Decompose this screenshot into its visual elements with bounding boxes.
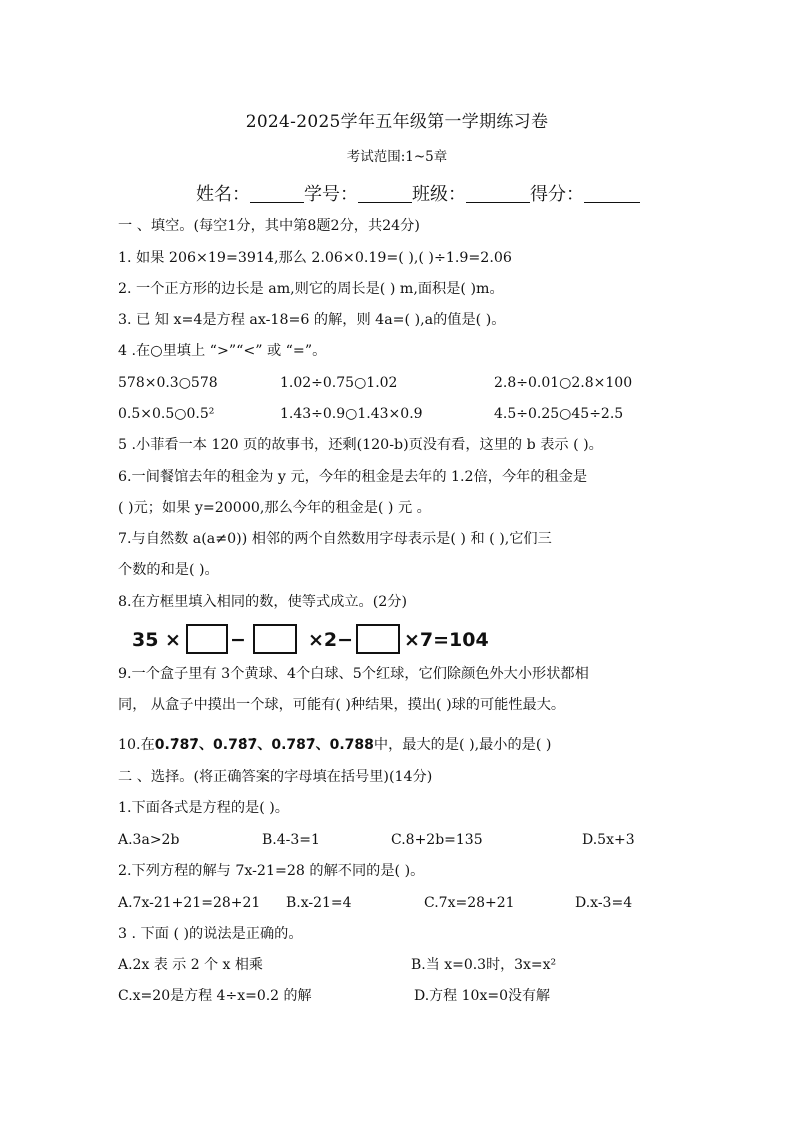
option-b: B.4-3=1 xyxy=(262,832,320,848)
option-a: A.3a>2b xyxy=(118,832,180,848)
option-b: B.当 x=0.3时，3x=x² xyxy=(411,957,557,973)
question-10 xyxy=(118,735,551,755)
exam-scope: 考试范围:1~5章 xyxy=(346,149,448,165)
compare-item: 578×0.3○578 xyxy=(118,375,218,391)
id-blank[interactable] xyxy=(358,184,412,203)
question-7-line2: 个数的和是( )。 xyxy=(118,562,219,578)
option-d: D.5x+3 xyxy=(582,832,635,848)
question-8: 8.在方框里填入相同的数，使等式成立。(2分) xyxy=(118,594,408,610)
section2-heading: 二 、选择。(将正确答案的字母填在括号里)(14分) xyxy=(118,769,433,785)
question-9-line1: 9.一个盒子里有 3个黄球、4个白球、5个红球，它们除颜色外大小形状都相 xyxy=(118,666,589,682)
class-label: 班级： xyxy=(412,184,466,205)
choice-question-3: 3 . 下面 ( )的说法是正确的。 xyxy=(118,926,303,942)
option-a: A.2x 表 示 2 个 x 相乘 xyxy=(118,957,263,973)
option-c: C.x=20是方程 4÷x=0.2 的解 xyxy=(118,988,312,1004)
question-5: 5 .小菲看一本 120 页的故事书，还剩(120-b)页没有看，这里的 b 表示 ( )。 xyxy=(118,437,603,453)
option-c: C.7x=28+21 xyxy=(424,895,515,911)
answer-box[interactable] xyxy=(253,624,297,654)
choice-question-1: 1.下面各式是方程的是( )。 xyxy=(118,800,289,816)
question-10-prefix: 10.在 xyxy=(118,737,155,753)
question-6-line2: ( )元；如果 y=20000,那么今年的租金是( ) 元 。 xyxy=(118,500,431,516)
name-label: 姓名： xyxy=(196,184,250,205)
compare-item: 2.8÷0.01○2.8×100 xyxy=(494,375,633,391)
answer-box[interactable] xyxy=(186,624,228,654)
option-d: D.x-3=4 xyxy=(575,895,633,911)
question-4: 4 .在○里填上 “>”“<” 或 “=”。 xyxy=(118,343,327,359)
equation-image xyxy=(130,621,510,659)
question-2: 2. 一个正方形的边长是 am,则它的周长是( ) m,面积是( )m。 xyxy=(118,281,504,297)
score-label: 得分： xyxy=(530,184,584,205)
id-label: 学号： xyxy=(304,184,358,205)
question-3: 3. 已 知 x=4是方程 ax-18=6 的解，则 4a=( ),a的值是( )。 xyxy=(118,312,506,328)
question-6-line1: 6.一间餐馆去年的租金为 y 元，今年的租金是去年的 1.2倍，今年的租金是 xyxy=(118,469,588,485)
name-blank[interactable] xyxy=(250,184,304,203)
option-d: D.方程 10x=0没有解 xyxy=(414,988,550,1004)
compare-item: 0.5×0.5○0.5² xyxy=(118,406,215,422)
equation-part-1: 35 × xyxy=(132,629,181,651)
choice-question-2: 2.下列方程的解与 7x-21=28 的解不同的是( )。 xyxy=(118,863,425,879)
answer-box[interactable] xyxy=(356,624,400,654)
question-10-numbers: 0.7̇87̇、0.78̇7̇、0.787̇、0.788 xyxy=(154,737,374,753)
question-7-line1: 7.与自然数 a(a≠0)) 相邻的两个自然数用字母表示是( ) 和 ( ),它们三 xyxy=(118,531,552,547)
equation-part-2: − xyxy=(230,629,246,651)
question-10-suffix: 中，最大的是( ),最小的是( ) xyxy=(373,737,552,753)
equation-part-3: ×2− xyxy=(308,629,354,651)
section1-heading: 一 、填空。(每空1分，其中第8题2分，共24分) xyxy=(118,218,420,234)
option-b: B.x-21=4 xyxy=(286,895,352,911)
option-c: C.8+2b=135 xyxy=(391,832,483,848)
compare-item: 1.02÷0.75○1.02 xyxy=(280,375,398,391)
compare-item: 1.43÷0.9○1.43×0.9 xyxy=(280,406,423,422)
equation-part-4: ×7=104 xyxy=(404,629,489,651)
question-9-line2: 同， 从盒子中摸出一个球，可能有( )种结果，摸出( )球的可能性最大。 xyxy=(118,697,566,713)
score-blank[interactable] xyxy=(584,184,640,203)
compare-item: 4.5÷0.25○45÷2.5 xyxy=(494,406,624,422)
question-1: 1. 如果 206×19=3914,那么 2.06×0.19=( ),( )÷1.9=2.06 xyxy=(118,250,512,266)
class-blank[interactable] xyxy=(466,184,530,203)
exam-title: 2024-2025学年五年级第一学期练习卷 xyxy=(245,112,549,132)
student-info-row xyxy=(196,180,640,206)
option-a: A.7x-21+21=28+21 xyxy=(118,895,261,911)
